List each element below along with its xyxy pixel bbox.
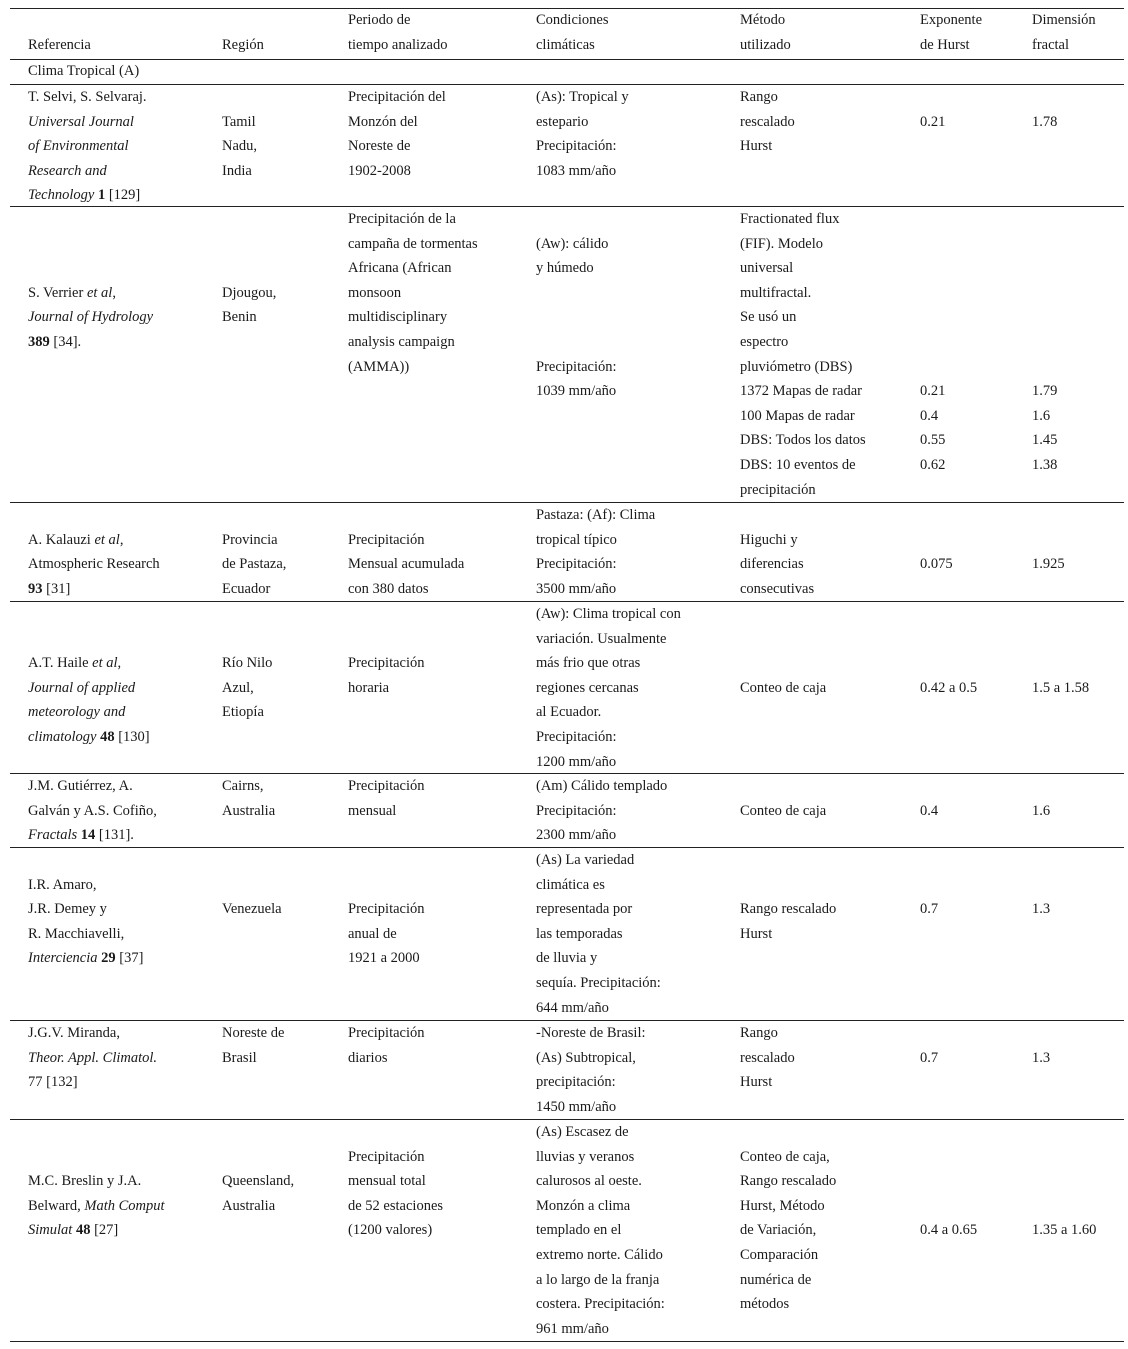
cell-periodo: Precipitación diarios (348, 1025, 425, 1066)
header-referencia: Referencia (28, 36, 91, 53)
cell-metodo: Higuchi y diferencias consecutivas (740, 531, 815, 597)
cell-condiciones: (As) La variedad climática es representada por las temporadas de lluvia y sequía. Precipitación: 644 mm/año (536, 852, 661, 1016)
cell-hurst: 0.4 (920, 802, 939, 819)
cell-fractal: 1.35 a 1.60 (1032, 1222, 1097, 1239)
cell-periodo: Precipitación mensual total de 52 estaciones (1200 valores) (348, 1148, 444, 1239)
cell-hurst: 0.4 a 0.65 (920, 1222, 978, 1239)
cell-region: Provincia de Pastaza, Ecuador (222, 531, 287, 597)
header-fractal: Dimensión fractal (1032, 12, 1096, 53)
cell-region: Río Nilo Azul, Etiopía (222, 655, 273, 721)
cell-hurst: 0.7 (920, 901, 939, 918)
row-rule (10, 206, 1124, 207)
cell-metodo: Rango rescalado Hurst (740, 1025, 795, 1091)
cell-metodo: Fractionated flux (FIF). Modelo universal multifractal. Se usó un espectro pluviómetro (DBS) 1372 Mapas de radar 100 Mapas de radar DBS: Todos los datos DBS: 10 eventos de precipitación (740, 211, 866, 498)
header-bottom-rule (10, 59, 1124, 60)
cell-hurst: 0.21 0.4 0.55 0.62 (920, 383, 946, 473)
header-metodo: Método utilizado (740, 12, 791, 53)
cell-referencia: M.C. Breslin y J.A. Belward, Math Comput Simulat 48 [27] (28, 1173, 165, 1239)
cell-region: Noreste de Brasil (222, 1025, 285, 1066)
cell-referencia: I.R. Amaro, J.R. Demey y R. Macchiavelli, Interciencia 29 [37] (28, 876, 144, 967)
cell-condiciones: -Noreste de Brasil: (As) Subtropical, precipitación: 1450 mm/año (536, 1025, 646, 1115)
cell-periodo: Precipitación Mensual acumulada con 380 datos (348, 531, 465, 597)
header-periodo: Periodo de tiempo analizado (348, 12, 448, 53)
cell-condiciones: (Am) Cálido templado Precipitación: 2300 mm/año (536, 778, 668, 844)
cell-condiciones: (As): Tropical y estepario Precipitación: 1083 mm/año (536, 89, 629, 179)
cell-referencia: J.M. Gutiérrez, A. Galván y A.S. Cofiño, Fractals 14 [131]. (28, 778, 157, 844)
cell-region: Tamil Nadu, India (222, 113, 258, 179)
cell-fractal: 1.3 (1032, 1049, 1051, 1066)
cell-periodo: Precipitación de la campaña de tormentas Africana (African monsoon multidisciplinary analysis campaign (AMMA)) (348, 211, 478, 375)
cell-referencia: A. Kalauzi et al, Atmospheric Research 93 [31] (28, 531, 160, 597)
cell-fractal: 1.925 (1032, 556, 1065, 573)
cell-hurst: 0.42 a 0.5 (920, 679, 978, 696)
cell-referencia: T. Selvi, S. Selvaraj. Universal Journal of Environmental Research and Technology 1 [129] (28, 89, 147, 204)
cell-fractal: 1.5 a 1.58 (1032, 679, 1090, 696)
cell-referencia: A.T. Haile et al, Journal of applied meteorology and climatology 48 [130] (28, 655, 150, 745)
cell-referencia: S. Verrier et al, Journal of Hydrology 389 [34]. (28, 284, 154, 350)
cell-hurst: 0.075 (920, 556, 953, 573)
cell-metodo: Conteo de caja (740, 679, 827, 696)
section-title: Clima Tropical (A) (28, 63, 140, 79)
cell-referencia: J.G.V. Miranda, Theor. Appl. Climatol. 77 [132] (28, 1025, 158, 1091)
cell-hurst: 0.21 (920, 113, 946, 130)
cell-condiciones-precipitacion: Precipitación: 1039 mm/año (536, 358, 617, 400)
cell-metodo: Conteo de caja (740, 802, 827, 819)
cell-hurst: 0.7 (920, 1049, 939, 1066)
cell-condiciones: Pastaza: (Af): Clima tropical típico Precipitación: 3500 mm/año (536, 507, 656, 597)
cell-region: Venezuela (222, 901, 282, 918)
cell-periodo: Precipitación anual de 1921 a 2000 (348, 901, 425, 967)
cell-region: Cairns, Australia (222, 778, 276, 819)
cell-condiciones: (Aw): Clima tropical con variación. Usualmente más frio que otras regiones cercanas al Ecuador. Precipitación: 1200 mm/año (536, 606, 681, 770)
header-region: Región (222, 36, 264, 53)
cell-metodo: Conteo de caja, Rango rescalado Hurst, Método de Variación, Comparación numérica de métodos (740, 1148, 837, 1313)
cell-region: Queensland, Australia (222, 1173, 295, 1214)
cell-fractal: 1.6 (1032, 802, 1051, 819)
header-hurst: Exponente de Hurst (920, 12, 983, 53)
cell-metodo: Rango rescalado Hurst (740, 901, 837, 942)
cell-periodo: Precipitación del Monzón del Noreste de 1902-2008 (348, 89, 446, 179)
cell-condiciones: (As) Escasez de lluvias y veranos calurosos al oeste. Monzón a clima templado en el extremo norte. Cálido a lo largo de la franja costera. Precipitación: 961 mm/año (536, 1124, 665, 1337)
cell-region: Djougou, Benin (222, 284, 277, 326)
header-condiciones: Condiciones climáticas (536, 12, 609, 53)
cell-fractal: 1.79 1.6 1.45 1.38 (1032, 383, 1058, 473)
cell-periodo: Precipitación mensual (348, 778, 425, 819)
cell-metodo: Rango rescalado Hurst (740, 89, 795, 155)
cell-fractal: 1.78 (1032, 113, 1058, 130)
cell-fractal: 1.3 (1032, 901, 1051, 918)
cell-periodo: Precipitación horaria (348, 655, 425, 696)
cell-condiciones: (Aw): cálido y húmedo (536, 235, 609, 277)
